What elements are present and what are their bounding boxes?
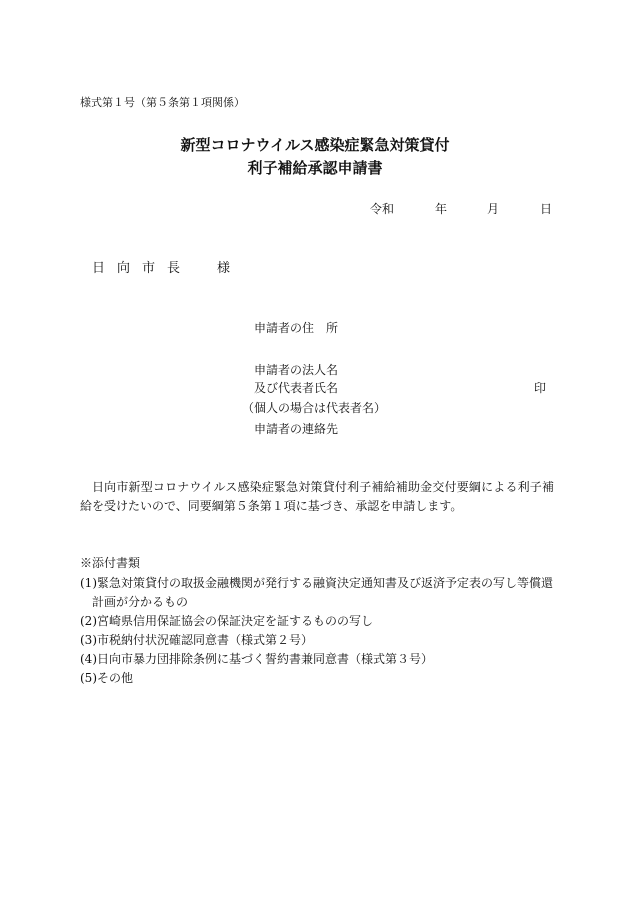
applicant-note: （個人の場合は代表者名） — [242, 401, 387, 415]
applicant-rep-label: 及び代表者氏名 — [254, 381, 339, 395]
date-year-label: 年 — [435, 202, 448, 216]
attachments-heading: ※添付書類 — [80, 556, 141, 570]
date-era-label: 令和 — [370, 202, 395, 216]
form-number: 様式第１号（第５条第１項関係） — [80, 96, 245, 109]
addressee: 日向市長 様 — [92, 261, 243, 276]
date-month-label: 月 — [487, 202, 500, 216]
application-body: 日向市新型コロナウイルス感染症緊急対策貸付利子補給補助金交付要綱による利子補給を受けたいので、同要綱第５条第１項に基づき、承認を申請します。 — [80, 480, 554, 513]
applicant-contact-label: 申請者の連絡先 — [254, 422, 339, 436]
attachment-item: (4)日向市暴力団排除条例に基づく誓約書兼同意書（様式第３号） — [80, 652, 434, 666]
attachment-item: (1)緊急対策貸付の取扱金融機関が発行する融資決定通知書及び返済予定表の写し等償還計画が分かるもの — [80, 576, 554, 609]
applicant-corp-label: 申請者の法人名 — [254, 363, 339, 377]
attachments-list — [80, 574, 560, 688]
document-title-line-2: 利子補給承認申請書 — [247, 159, 383, 177]
attachment-item: (3)市税納付状況確認同意書（様式第２号） — [80, 633, 313, 647]
attachment-item: (2)宮崎県信用保証協会の保証決定を証するものの写し — [80, 614, 374, 628]
attachment-item: (5)その他 — [80, 671, 133, 685]
date-day-label: 日 — [540, 202, 553, 216]
seal-mark: 印 — [534, 381, 547, 395]
applicant-address-label: 申請者の住 所 — [254, 321, 339, 335]
document-title-line-1: 新型コロナウイルス感染症緊急対策貸付 — [180, 136, 450, 154]
